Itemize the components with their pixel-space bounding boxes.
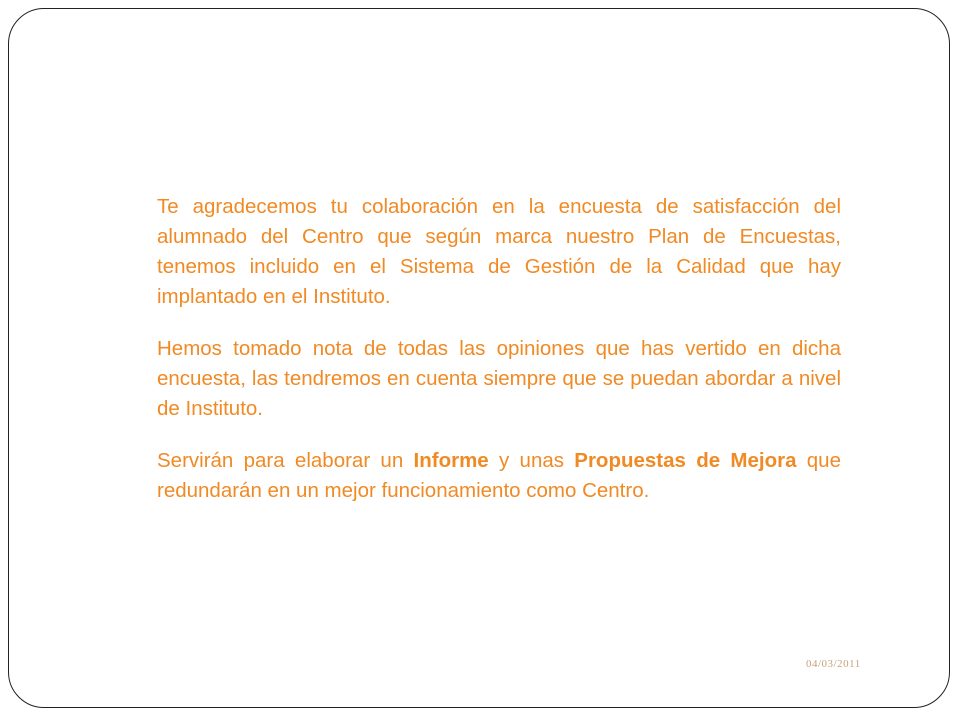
paragraph-report-text-1: Servirán para elaborar un [157, 449, 414, 472]
propuestas-emphasis: Propuestas de Mejora [574, 449, 797, 472]
slide-frame [8, 8, 950, 708]
paragraph-report [157, 446, 841, 506]
informe-emphasis: Informe [413, 449, 489, 472]
paragraph-gratitude: Te agradecemos tu colaboración en la encuesta de satisfacción del alumnado del Centro que según marca nuestro Plan de Encuestas, tenemos incluido en el Sistema de Gestión de la Calidad que hay implantado en el Instituto. [157, 195, 841, 308]
paragraph-opinions: Hemos tomado nota de todas las opiniones que has vertido en dicha encuesta, las tendremos en cuenta siempre que se puedan abordar a nivel de Instituto. [157, 337, 841, 420]
slide-date: 04/03/2011 [806, 658, 861, 670]
slide-body [157, 192, 841, 528]
paragraph-report-text-2: y unas [488, 449, 575, 472]
paragraph-report-text-3: que redundarán en un mejor funcionamiento como Centro. [157, 449, 841, 502]
